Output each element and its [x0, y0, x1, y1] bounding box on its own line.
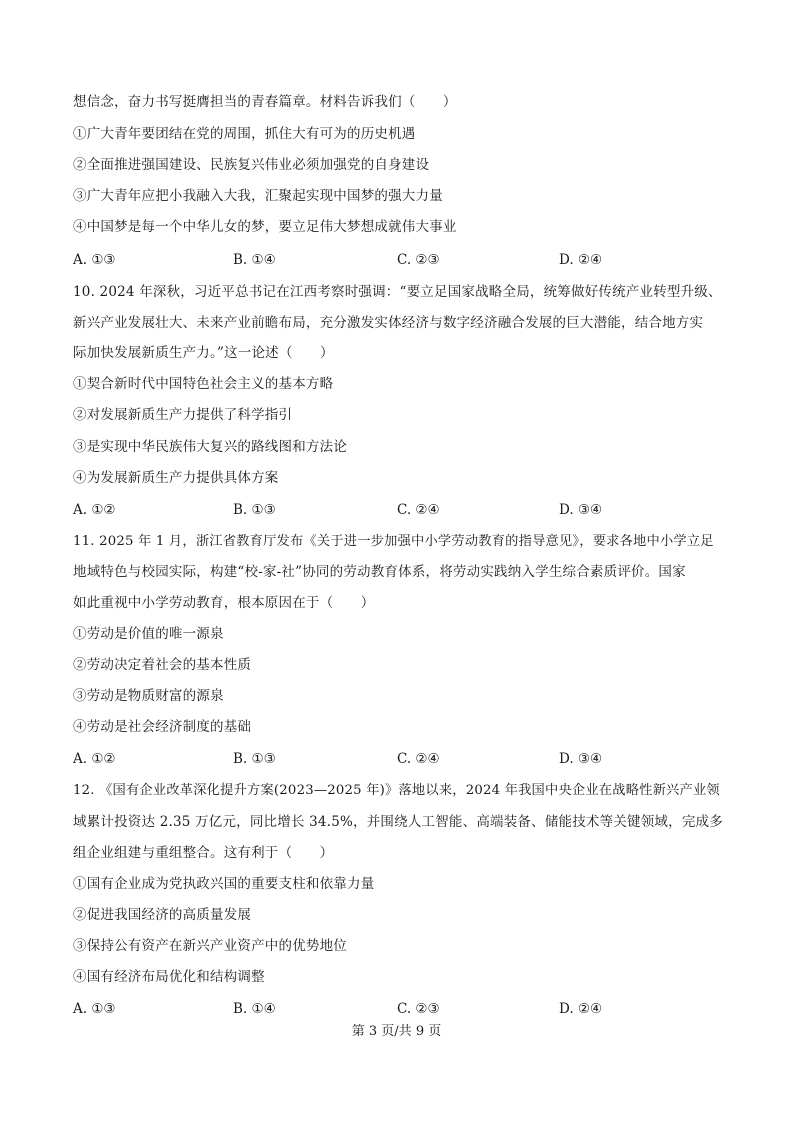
q10-options [73, 500, 723, 520]
q12-option-d[interactable]: D. ②④ [559, 1001, 603, 1017]
q10-stem-line-1: 10. 2024 年深秋，习近平总书记在江西考察时强调：“要立足国家战略全局，统筹做好传统产业转型升级、 [73, 284, 722, 300]
q11-option-b[interactable]: B. ①③ [233, 751, 276, 767]
q11-option-c[interactable]: C. ②④ [397, 751, 440, 767]
q12-option-c[interactable]: C. ②③ [397, 1001, 440, 1017]
q9-statement-1: ①广大青年要团结在党的周围，抓住大有可为的历史机遇 [73, 126, 416, 142]
q12-option-b[interactable]: B. ①④ [233, 1001, 276, 1017]
q12-statement-4: ④国有经济布局优化和结构调整 [73, 969, 265, 985]
q12-statement-1: ①国有企业成为党执政兴国的重要支柱和依靠力量 [73, 876, 375, 892]
q10-option-a[interactable]: A. ①② [73, 502, 116, 518]
q9-options [73, 250, 723, 270]
q9-statement-3: ③广大青年应把小我融入大我，汇聚起实现中国梦的强大力量 [73, 188, 443, 204]
q10-statement-4: ④为发展新质生产力提供具体方案 [73, 470, 279, 486]
q10-option-c[interactable]: C. ②④ [397, 502, 440, 518]
q9-option-c[interactable]: C. ②③ [397, 252, 440, 268]
q11-statement-4: ④劳动是社会经济制度的基础 [73, 719, 252, 735]
q10-option-d[interactable]: D. ③④ [559, 502, 603, 518]
q11-options [73, 749, 723, 769]
q10-statement-3: ③是实现中华民族伟大复兴的路线图和方法论 [73, 439, 347, 455]
q10-stem-line-2: 新兴产业发展壮大、未来产业前瞻布局，充分激发实体经济与数字经济融合发展的巨大潜能，结合地方实 [73, 315, 704, 331]
q11-option-a[interactable]: A. ①② [73, 751, 116, 767]
q9-option-b[interactable]: B. ①④ [233, 252, 276, 268]
q9-stem-tail: 想信念，奋力书写挺膺担当的青春篇章。材料告诉我们（ ） [73, 94, 457, 110]
q12-statement-2: ②促进我国经济的高质量发展 [73, 907, 252, 923]
q12-stem-line-1: 12. 《国有企业改革深化提升方案(2023—2025 年)》落地以来，2024 年我国中央企业在战略性新兴产业领 [73, 783, 720, 798]
q12-stem-line-3: 组企业组建与重组整合。这有利于（ ） [73, 845, 334, 861]
q11-statement-1: ①劳动是价值的唯一源泉 [73, 626, 224, 642]
q11-stem-line-1: 11. 2025 年 1 月，浙江省教育厅发布《关于进一步加强中小学劳动教育的指导意见》，要求各地中小学立足 [73, 534, 714, 549]
q10-statement-2: ②对发展新质生产力提供了科学指引 [73, 407, 293, 423]
q9-statement-2: ②全面推进强国建设、民族复兴伟业必须加强党的自身建设 [73, 157, 430, 173]
q12-statement-3: ③保持公有资产在新兴产业资产中的优势地位 [73, 938, 347, 954]
q10-stem-line-3: 际加快发展新质生产力。”这一论述（ ） [73, 345, 334, 361]
q11-statement-3: ③劳动是物质财富的源泉 [73, 688, 224, 704]
page-number-footer: 第 3 页/共 9 页 [351, 1024, 442, 1039]
q11-stem-line-3: 如此重视中小学劳动教育，根本原因在于（ ） [73, 595, 375, 611]
q11-stem-line-2: 地域特色与校园实际，构建“校-家-社”协同的劳动教育体系，将劳动实践纳入学生综合素质评价。国家 [73, 564, 686, 580]
q11-option-d[interactable]: D. ③④ [559, 751, 603, 767]
q12-options [73, 999, 723, 1019]
q10-option-b[interactable]: B. ①③ [233, 502, 276, 518]
q9-statement-4: ④中国梦是每一个中华儿女的梦，要立足伟大梦想成就伟大事业 [73, 219, 457, 235]
q9-option-a[interactable]: A. ①③ [73, 252, 116, 268]
q10-statement-1: ①契合新时代中国特色社会主义的基本方略 [73, 376, 334, 392]
q12-stem-line-2: 域累计投资达 2.35 万亿元，同比增长 34.5%，并围绕人工智能、高端装备、储能技术等关键领域，完成多 [73, 814, 723, 830]
q11-statement-2: ②劳动决定着社会的基本性质 [73, 657, 252, 673]
q12-option-a[interactable]: A. ①③ [73, 1001, 116, 1017]
q9-option-d[interactable]: D. ②④ [559, 252, 603, 268]
